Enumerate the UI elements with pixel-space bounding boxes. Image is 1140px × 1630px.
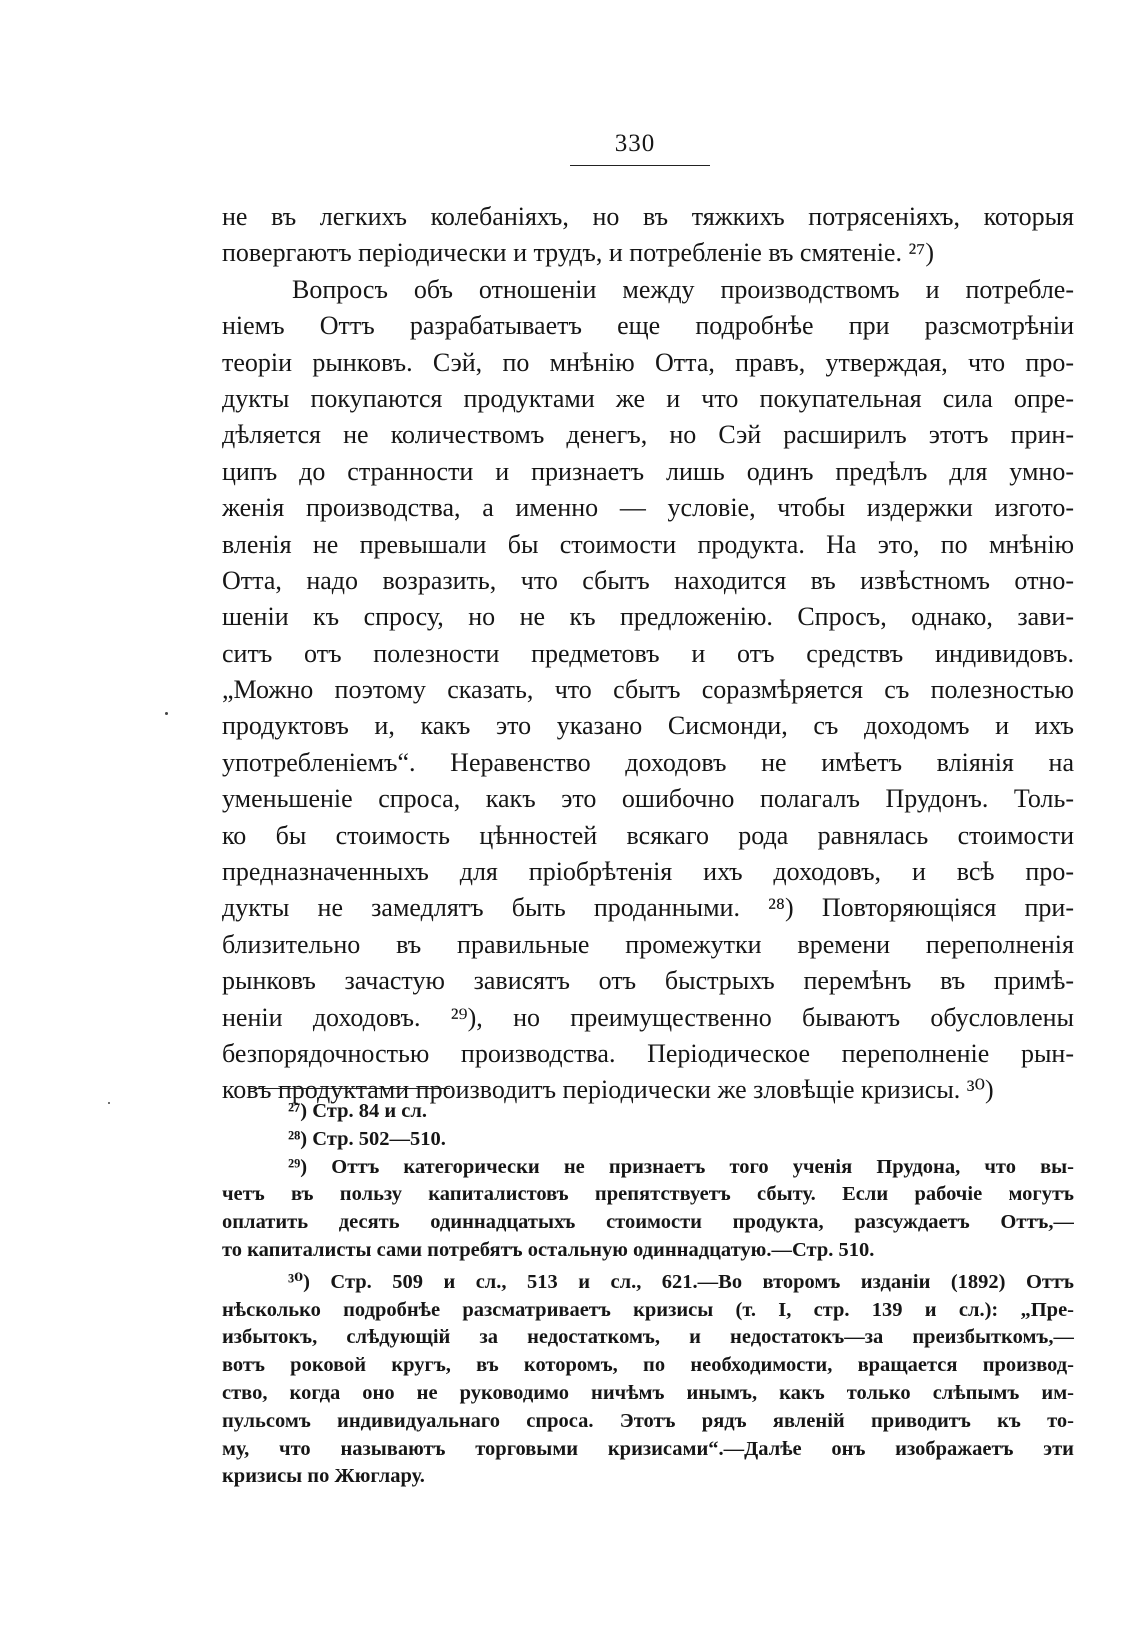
text-line: повергаютъ періодически и трудъ, и потребленіе въ смятеніе. ²⁷)	[222, 238, 934, 268]
footnote-rule	[250, 1088, 450, 1089]
text-line: дукты не замедлятъ быть проданными. ²⁸) Повторяющіяся при-	[222, 893, 1074, 923]
text-line: „Можно поэтому сказать, что сбытъ соразмѣряется съ полезностью	[222, 675, 1074, 705]
footnote-line: кризисы по Жюглару.	[222, 1465, 425, 1488]
text-line: шеніи къ спросу, но не къ предложенію. Спросъ, однако, зави-	[222, 602, 1074, 632]
footnote-line: избытокъ, слѣдующій за недостаткомъ, и недостатокъ—за преизбыткомъ,—	[222, 1326, 1074, 1349]
footnote-30: ³⁰) Стр. 509 и сл., 513 и сл., 621.—Во второмъ изданіи (1892) Оттъ	[288, 1270, 1074, 1293]
text-line: ковъ продуктами производитъ періодически же зловѣщіе кризисы. ³⁰)	[222, 1075, 994, 1105]
text-line: ніемъ Оттъ разрабатываетъ еще подробнѣе при разсмотрѣніи	[222, 311, 1074, 341]
text-line: теоріи рынковъ. Сэй, по мнѣнію Отта, правъ, утверждая, что про-	[222, 347, 1074, 377]
text-line: близительно въ правильные промежутки времени переполненія	[222, 929, 1074, 959]
footnote-27: ²⁷) Стр. 84 и сл.	[288, 1100, 428, 1122]
text-line: неніи доходовъ. ²⁹), но преимущественно бываютъ обусловлены	[222, 1002, 1074, 1032]
footnote-line: ство, когда оно не руководимо ничѣмъ инымъ, какъ только слѣпымъ им-	[222, 1381, 1074, 1404]
text-line: ципъ до странности и признаетъ лишь одинъ предѣлъ для умно-	[222, 456, 1074, 486]
text-line: рынковъ зачастую зависятъ отъ быстрыхъ перемѣнъ въ примѣ-	[222, 966, 1074, 996]
main-text	[222, 199, 1074, 1109]
footnote-28: ²⁸) Стр. 502—510.	[288, 1127, 446, 1150]
footnote-line: вотъ роковой кругъ, въ которомъ, по необходимости, вращается производ-	[222, 1354, 1074, 1377]
footnote-line: пульсомъ индивидуальнаго спроса. Этотъ рядъ явленій приводитъ къ то-	[222, 1409, 1074, 1432]
text-line: безпорядочностью производства. Періодическое переполненіе рын-	[222, 1038, 1074, 1068]
text-line: Вопросъ объ отношеніи между производствомъ и потребле-	[292, 274, 1074, 304]
text-line: предназначенныхъ для пріобрѣтенія ихъ доходовъ, и всѣ про-	[222, 857, 1074, 887]
scan-speck	[165, 712, 168, 715]
text-line: женія производства, а именно — условіе, чтобы издержки изгото-	[222, 493, 1074, 523]
text-line: Отта, надо возразить, что сбытъ находится въ извѣстномъ отно-	[222, 565, 1074, 595]
text-line: не въ легкихъ колебаніяхъ, но въ тяжкихъ потрясеніяхъ, которыя	[222, 202, 1074, 231]
text-line: уменьшеніе спроса, какъ это ошибочно полагалъ Прудонъ. Толь-	[222, 784, 1074, 814]
text-line: дукты покупаются продуктами же и что покупательная сила опре-	[222, 383, 1074, 413]
text-line: употребленіемъ“. Неравенство доходовъ не имѣетъ вліянія на	[222, 747, 1074, 777]
text-line: дѣляется не количествомъ денегъ, но Сэй расширилъ этотъ прин-	[222, 420, 1074, 450]
footnote-29: ²⁹) Оттъ категорически не признаетъ того ученія Прудона, что вы-	[288, 1155, 1074, 1178]
footnote-line: то капиталисты сами потребятъ остальную одиннадцатую.—Стр. 510.	[222, 1238, 875, 1261]
text-line: продуктовъ и, какъ это указано Сисмонди, съ доходомъ и ихъ	[222, 711, 1074, 741]
page-number-rule	[570, 165, 710, 166]
text-line: ко бы стоимость цѣнностей всякаго рода равнялась стоимости	[222, 820, 1074, 850]
footnote-line: оплатить десять одиннадцатыхъ стоимости продукта, разсуждаетъ Оттъ,—	[222, 1211, 1074, 1234]
footnote-line: четъ въ пользу капиталистовъ препятствуетъ сбыту. Если рабочіе могутъ	[222, 1183, 1074, 1206]
scan-speck	[108, 1102, 110, 1104]
text-line: ситъ отъ полезности предметовъ и отъ средствъ индивидовъ.	[222, 638, 1074, 668]
footnotes	[222, 1098, 1074, 1491]
text-line: вленія не превышали бы стоимости продукта. На это, по мнѣнію	[222, 529, 1074, 559]
footnote-line: нѣсколько подробнѣе разсматриваетъ кризисы (т. I, стр. 139 и сл.): „Пре-	[222, 1298, 1074, 1321]
page-number: 330	[614, 130, 656, 157]
footnote-line: му, что называютъ торговыми кризисами“.—Далѣе онъ изображаетъ эти	[222, 1437, 1074, 1460]
